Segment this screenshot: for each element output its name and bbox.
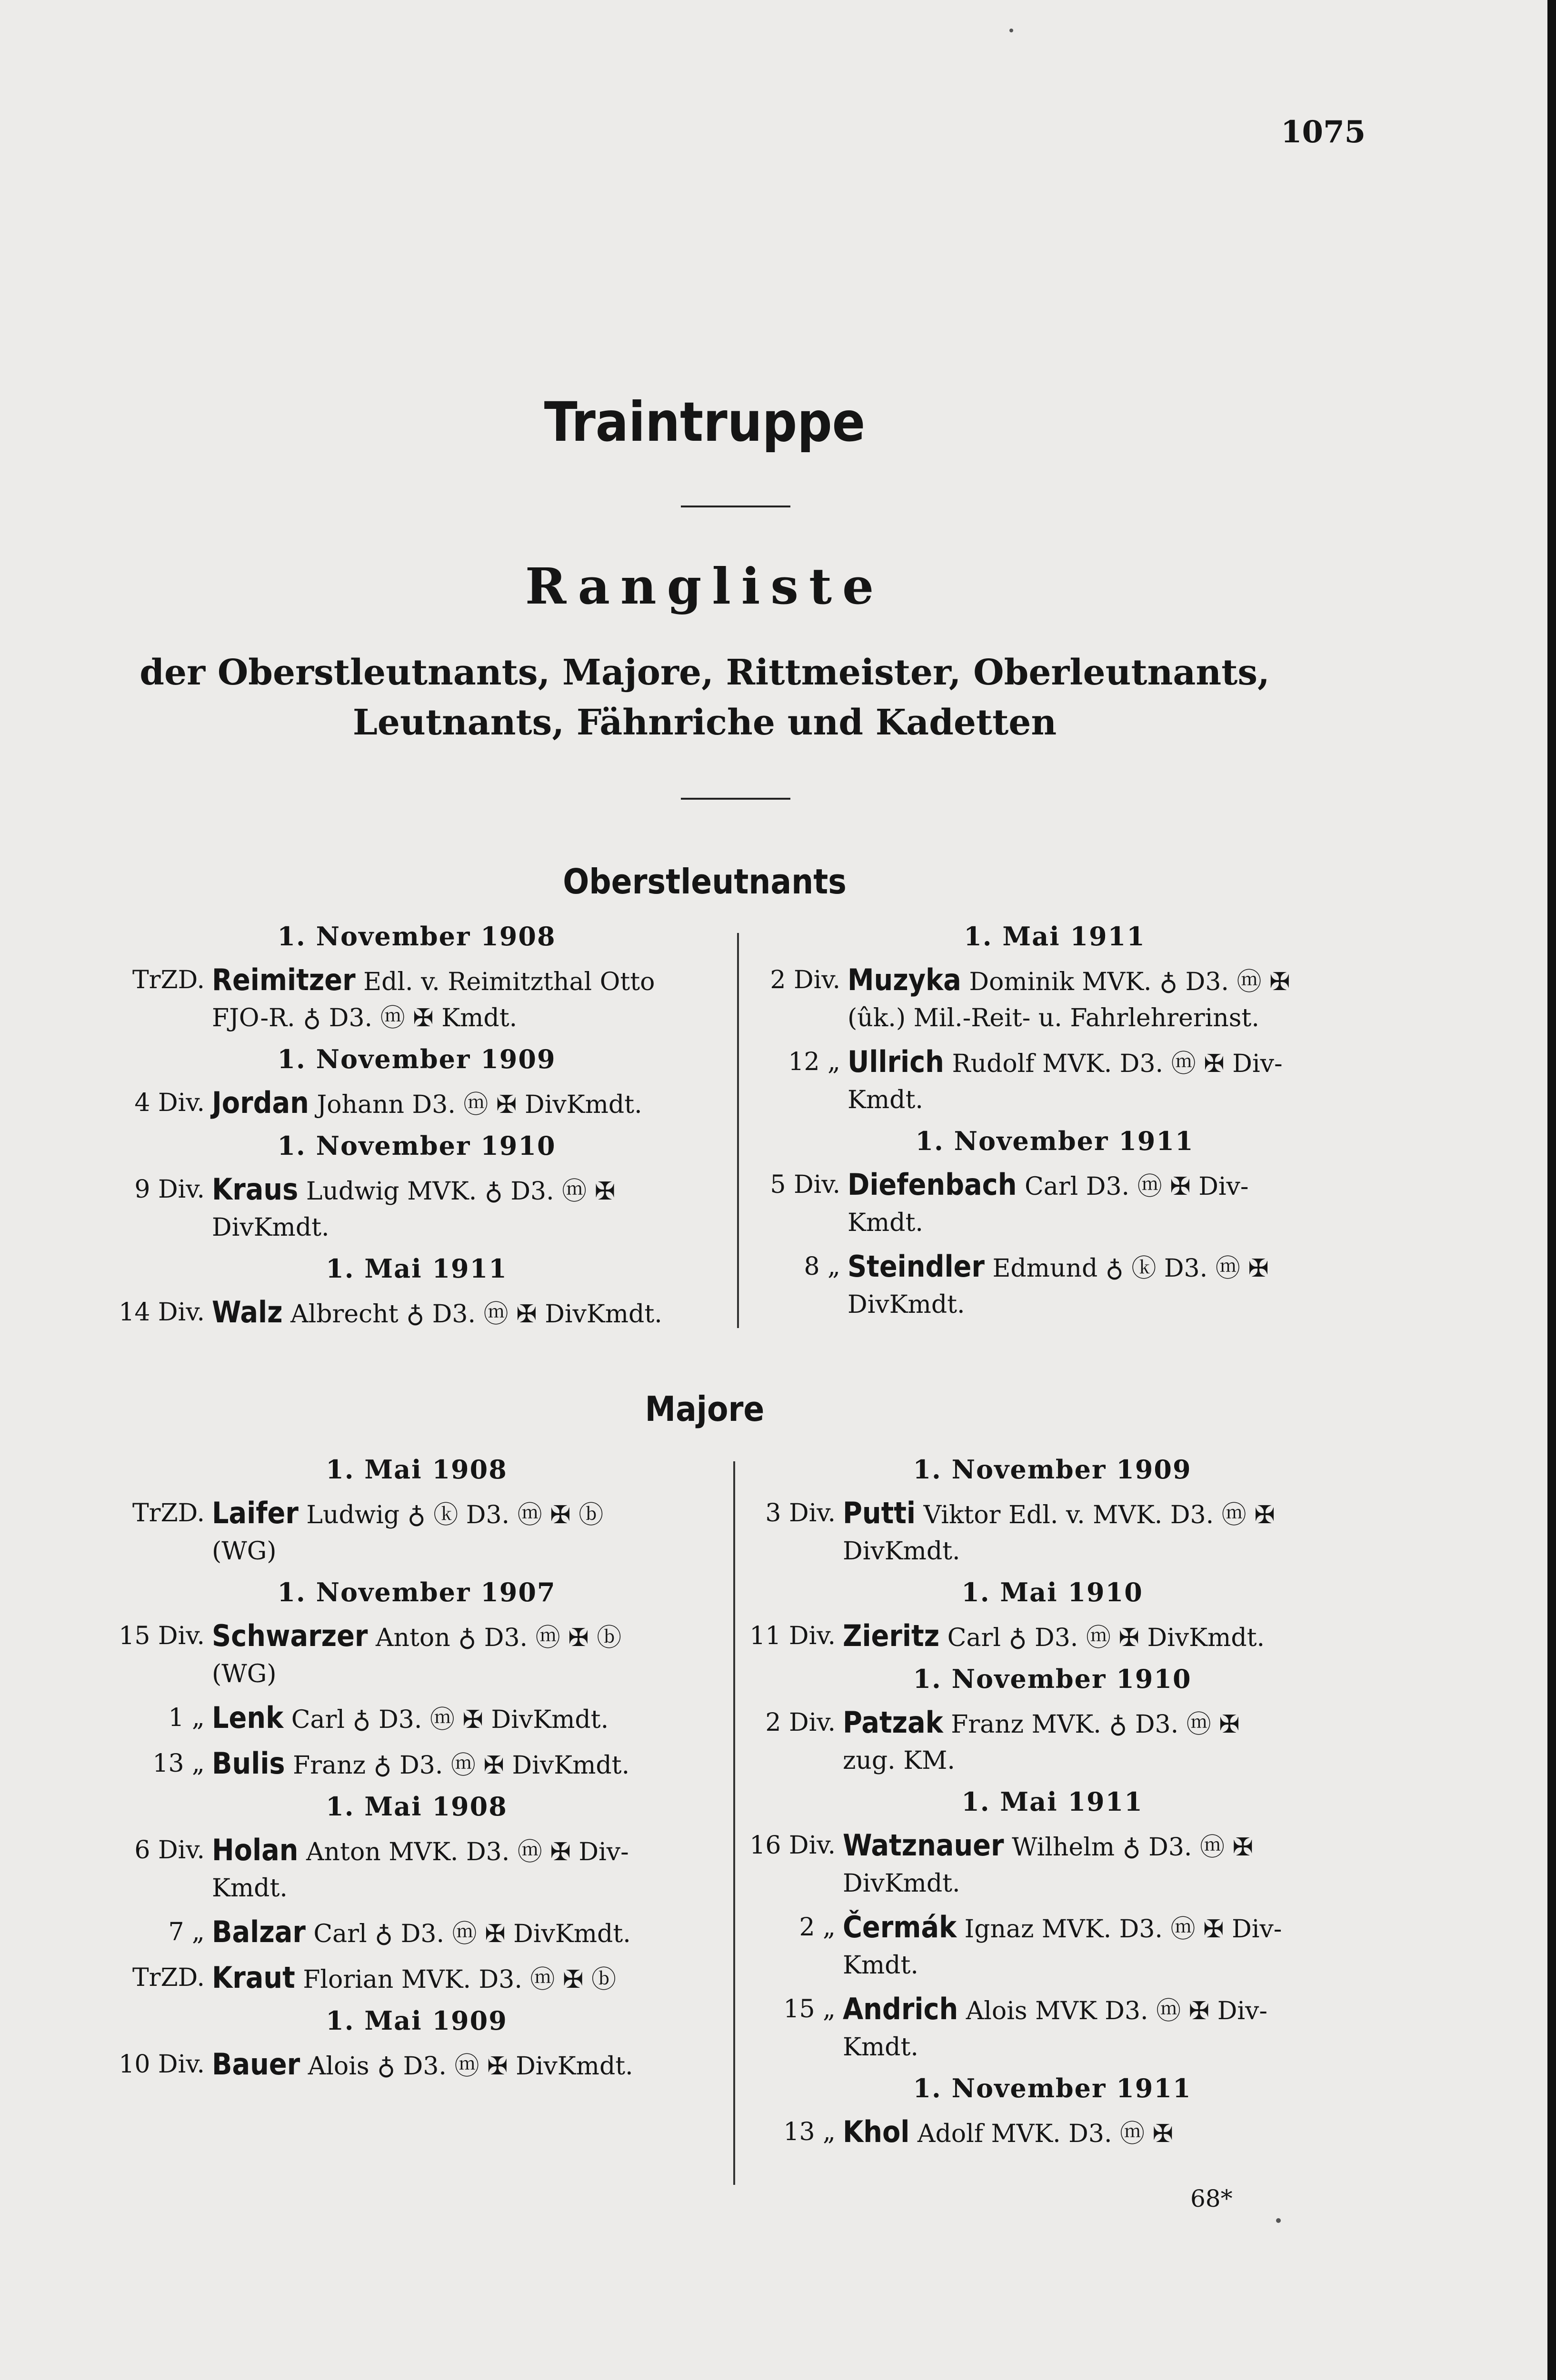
date-heading: 1. Mai 1911 (961, 1786, 1143, 1817)
unit-label: 14 Div. (119, 1298, 205, 1327)
entry-body (843, 1618, 1364, 1656)
officer-details: Florian MVK. D3. ⓜ ✠ ⓑ (303, 1965, 617, 1994)
column-divider (733, 1461, 735, 2185)
subtitle-rule (681, 798, 790, 800)
officer-details-continued: (WG) (212, 1537, 277, 1566)
unit-label: 5 Div. (770, 1170, 840, 1199)
entry-body (212, 1085, 724, 1123)
entry-body (848, 962, 1364, 1036)
entry-body (843, 1705, 1364, 1779)
officer-surname: Muzyka (848, 962, 961, 997)
officer-entry (110, 2046, 724, 2084)
officer-entry (110, 1618, 724, 1692)
officer-entry (110, 1832, 724, 1906)
officer-surname: Ullrich (848, 1044, 944, 1079)
unit-label: 2 Div. (765, 1708, 836, 1737)
majore-right-column (740, 1454, 1364, 2160)
officer-surname: Watznauer (843, 1828, 1004, 1863)
officer-entry (110, 962, 724, 1036)
column-divider (737, 933, 739, 1328)
unit-label: 7 „ (168, 1918, 205, 1946)
date-heading: 1. Mai 1909 (326, 2005, 508, 2036)
officer-entry (110, 1495, 724, 1569)
scan-speck (1009, 29, 1013, 32)
entry-body (212, 1745, 724, 1784)
date-heading: 1. Mai 1908 (326, 1454, 508, 1485)
officer-details: Carl ♁ D3. ⓜ ✠ DivKmdt. (313, 1920, 631, 1948)
officer-surname: Laifer (212, 1496, 299, 1530)
officer-surname: Holan (212, 1833, 299, 1867)
date-heading: 1. Mai 1911 (326, 1253, 508, 1284)
date-heading: 1. November 1908 (277, 921, 556, 952)
date-heading: 1. November 1910 (913, 1664, 1192, 1694)
entry-body (212, 1495, 724, 1569)
officer-entry (745, 1249, 1364, 1323)
officer-details-continued: zug. KM. (843, 1746, 955, 1775)
officer-surname: Bauer (212, 2047, 300, 2082)
officer-details: Albrecht ♁ D3. ⓜ ✠ DivKmdt. (290, 1300, 662, 1329)
unit-label: TrZD. (132, 1499, 205, 1527)
officer-entry (740, 1909, 1364, 1983)
officer-details-continued: Kmdt. (843, 1951, 918, 1980)
unit-label: 13 „ (783, 2118, 836, 2146)
officer-surname: Balzar (212, 1914, 306, 1949)
officer-surname: Lenk (212, 1700, 284, 1735)
entry-body (212, 1171, 724, 1246)
unit-label: 11 Div. (749, 1622, 836, 1650)
footer-signature: 68* (1190, 2185, 1233, 2212)
officer-surname: Patzak (843, 1705, 943, 1740)
date-heading: 1. November 1909 (913, 1454, 1192, 1485)
majore-left-column (110, 1454, 724, 2092)
officer-details: Rudolf MVK. D3. ⓜ ✠ Div- (952, 1050, 1283, 1078)
officer-surname: Khol (843, 2114, 910, 2149)
date-heading: 1. November 1911 (915, 1126, 1194, 1156)
officer-entry (110, 1745, 724, 1784)
unit-label: 16 Div. (749, 1831, 836, 1860)
date-heading: 1. November 1909 (277, 1044, 556, 1074)
unit-label: 15 Div. (119, 1622, 205, 1650)
date-heading: 1. Mai 1910 (961, 1577, 1143, 1607)
officer-details: Franz ♁ D3. ⓜ ✠ DivKmdt. (293, 1751, 630, 1780)
officer-details: Franz MVK. ♁ D3. ⓜ ✠ (951, 1710, 1240, 1739)
description-line-2: Leutnants, Fähnriche und Kadetten (352, 702, 1057, 743)
officer-entry (740, 1618, 1364, 1656)
entry-body (848, 1044, 1364, 1118)
officer-details: Alois MVK D3. ⓜ ✠ Div- (966, 1997, 1267, 2025)
officer-surname: Čermák (843, 1910, 957, 1944)
officer-details: Edl. v. Reimitzthal Otto (363, 968, 655, 996)
officer-details-continued: DivKmdt. (212, 1213, 329, 1242)
unit-label: 15 „ (783, 1995, 836, 2023)
entry-body (212, 1294, 724, 1332)
officer-details-continued: DivKmdt. (843, 1537, 960, 1566)
officer-entry (110, 1294, 724, 1332)
description-line-1: der Oberstleutnants, Majore, Rittmeister, Oberleutnants, (140, 652, 1270, 693)
officer-details-continued: Kmdt. (848, 1086, 923, 1114)
title-rule (681, 506, 790, 507)
officer-details: Carl D3. ⓜ ✠ Div- (1024, 1172, 1249, 1201)
entry-body (212, 1960, 724, 1998)
officer-entry (745, 962, 1364, 1036)
officer-details-continued: Kmdt. (212, 1874, 288, 1903)
officer-details-continued: DivKmdt. (848, 1290, 965, 1319)
section-heading-oberstleutnants: Oberstleutnants (563, 862, 847, 902)
entry-body (843, 1991, 1364, 2065)
officer-surname: Walz (212, 1295, 283, 1329)
officer-details: Ludwig MVK. ♁ D3. ⓜ ✠ (306, 1177, 616, 1206)
unit-label: TrZD. (132, 966, 205, 994)
date-heading: 1. November 1910 (277, 1130, 556, 1161)
date-heading: 1. Mai 1911 (964, 921, 1146, 952)
unit-label: 3 Div. (765, 1499, 836, 1527)
unit-label: 12 „ (788, 1048, 840, 1076)
officer-surname: Bulis (212, 1746, 285, 1781)
officer-surname: Zieritz (843, 1618, 940, 1653)
officer-entry (110, 1914, 724, 1952)
oberstleutnants-left-column (110, 921, 724, 1340)
page-title: Traintruppe (544, 390, 866, 454)
officer-details: Dominik MVK. ♁ D3. ⓜ ✠ (969, 968, 1290, 996)
officer-entry (740, 1705, 1364, 1779)
officer-entry (110, 1085, 724, 1123)
officer-surname: Steindler (848, 1249, 985, 1284)
officer-details: Viktor Edl. v. MVK. D3. ⓜ ✠ (923, 1501, 1275, 1529)
officer-details: Adolf MVK. D3. ⓜ ✠ (917, 2120, 1174, 2148)
section-heading-majore: Majore (645, 1389, 765, 1429)
page-number: 1075 (1281, 114, 1366, 150)
entry-body (843, 1495, 1364, 1569)
entry-body (212, 962, 724, 1036)
unit-label: 6 Div. (134, 1836, 205, 1864)
entry-body (843, 1827, 1364, 1902)
officer-details: Wilhelm ♁ D3. ⓜ ✠ (1012, 1833, 1254, 1862)
entry-body (212, 1618, 724, 1692)
officer-entry (745, 1044, 1364, 1118)
officer-entry (110, 1171, 724, 1246)
officer-entry (740, 1991, 1364, 2065)
unit-label: 9 Div. (134, 1175, 205, 1204)
entry-body (212, 1832, 724, 1906)
officer-details-continued: (WG) (212, 1660, 277, 1688)
officer-entry (110, 1700, 724, 1738)
unit-label: TrZD. (132, 1964, 205, 1992)
officer-details: Ludwig ♁ ⓚ D3. ⓜ ✠ ⓑ (306, 1501, 604, 1529)
officer-details-continued: (ûk.) Mil.-Reit- u. Fahrlehrerinst. (848, 1004, 1259, 1032)
unit-label: 1 „ (168, 1704, 205, 1732)
officer-surname: Kraut (212, 1960, 295, 1995)
officer-entry (740, 1495, 1364, 1569)
officer-surname: Kraus (212, 1172, 299, 1207)
officer-details-continued: Kmdt. (843, 2033, 918, 2062)
officer-details: Carl ♁ D3. ⓜ ✠ DivKmdt. (947, 1624, 1265, 1652)
oberstleutnants-right-column (745, 921, 1364, 1330)
officer-entry (110, 1960, 724, 1998)
officer-details: Anton MVK. D3. ⓜ ✠ Div- (306, 1838, 629, 1866)
entry-body (848, 1249, 1364, 1323)
officer-details: Anton ♁ D3. ⓜ ✠ ⓑ (375, 1624, 622, 1652)
officer-details: Alois ♁ D3. ⓜ ✠ DivKmdt. (308, 2052, 633, 2081)
officer-details: Ignaz MVK. D3. ⓜ ✠ Div- (964, 1915, 1282, 1944)
scan-speck (1276, 2218, 1281, 2223)
officer-surname: Jordan (212, 1085, 309, 1120)
unit-label: 8 „ (804, 1252, 840, 1281)
date-heading: 1. Mai 1908 (326, 1791, 508, 1822)
officer-details: Johann D3. ⓜ ✠ DivKmdt. (317, 1091, 642, 1119)
date-heading: 1. November 1911 (913, 2073, 1192, 2103)
unit-label: 10 Div. (119, 2050, 205, 2079)
officer-surname: Diefenbach (848, 1167, 1017, 1202)
unit-label: 13 „ (152, 1749, 205, 1778)
officer-surname: Putti (843, 1496, 916, 1530)
officer-surname: Andrich (843, 1992, 958, 2026)
unit-label: 4 Div. (134, 1089, 205, 1117)
entry-body (843, 1909, 1364, 1983)
entry-body (843, 2114, 1364, 2152)
entry-body (848, 1167, 1364, 1241)
officer-entry (740, 1827, 1364, 1902)
unit-label: 2 Div. (770, 966, 840, 994)
entry-body (212, 2046, 724, 2084)
page-edge (1547, 0, 1556, 2380)
officer-details-continued: FJO-R. ♁ D3. ⓜ ✠ Kmdt. (212, 1004, 518, 1032)
entry-body (212, 1700, 724, 1738)
unit-label: 2 „ (799, 1913, 836, 1942)
officer-details-continued: Kmdt. (848, 1209, 923, 1237)
subtitle: Rangliste (525, 557, 885, 615)
officer-surname: Reimitzer (212, 962, 356, 997)
officer-entry (745, 1167, 1364, 1241)
officer-entry (740, 2114, 1364, 2152)
officer-details: Edmund ♁ ⓚ D3. ⓜ ✠ (992, 1254, 1269, 1283)
date-heading: 1. November 1907 (277, 1577, 556, 1607)
officer-details: Carl ♁ D3. ⓜ ✠ DivKmdt. (291, 1706, 609, 1734)
officer-surname: Schwarzer (212, 1618, 368, 1653)
officer-details-continued: DivKmdt. (843, 1869, 960, 1898)
entry-body (212, 1914, 724, 1952)
